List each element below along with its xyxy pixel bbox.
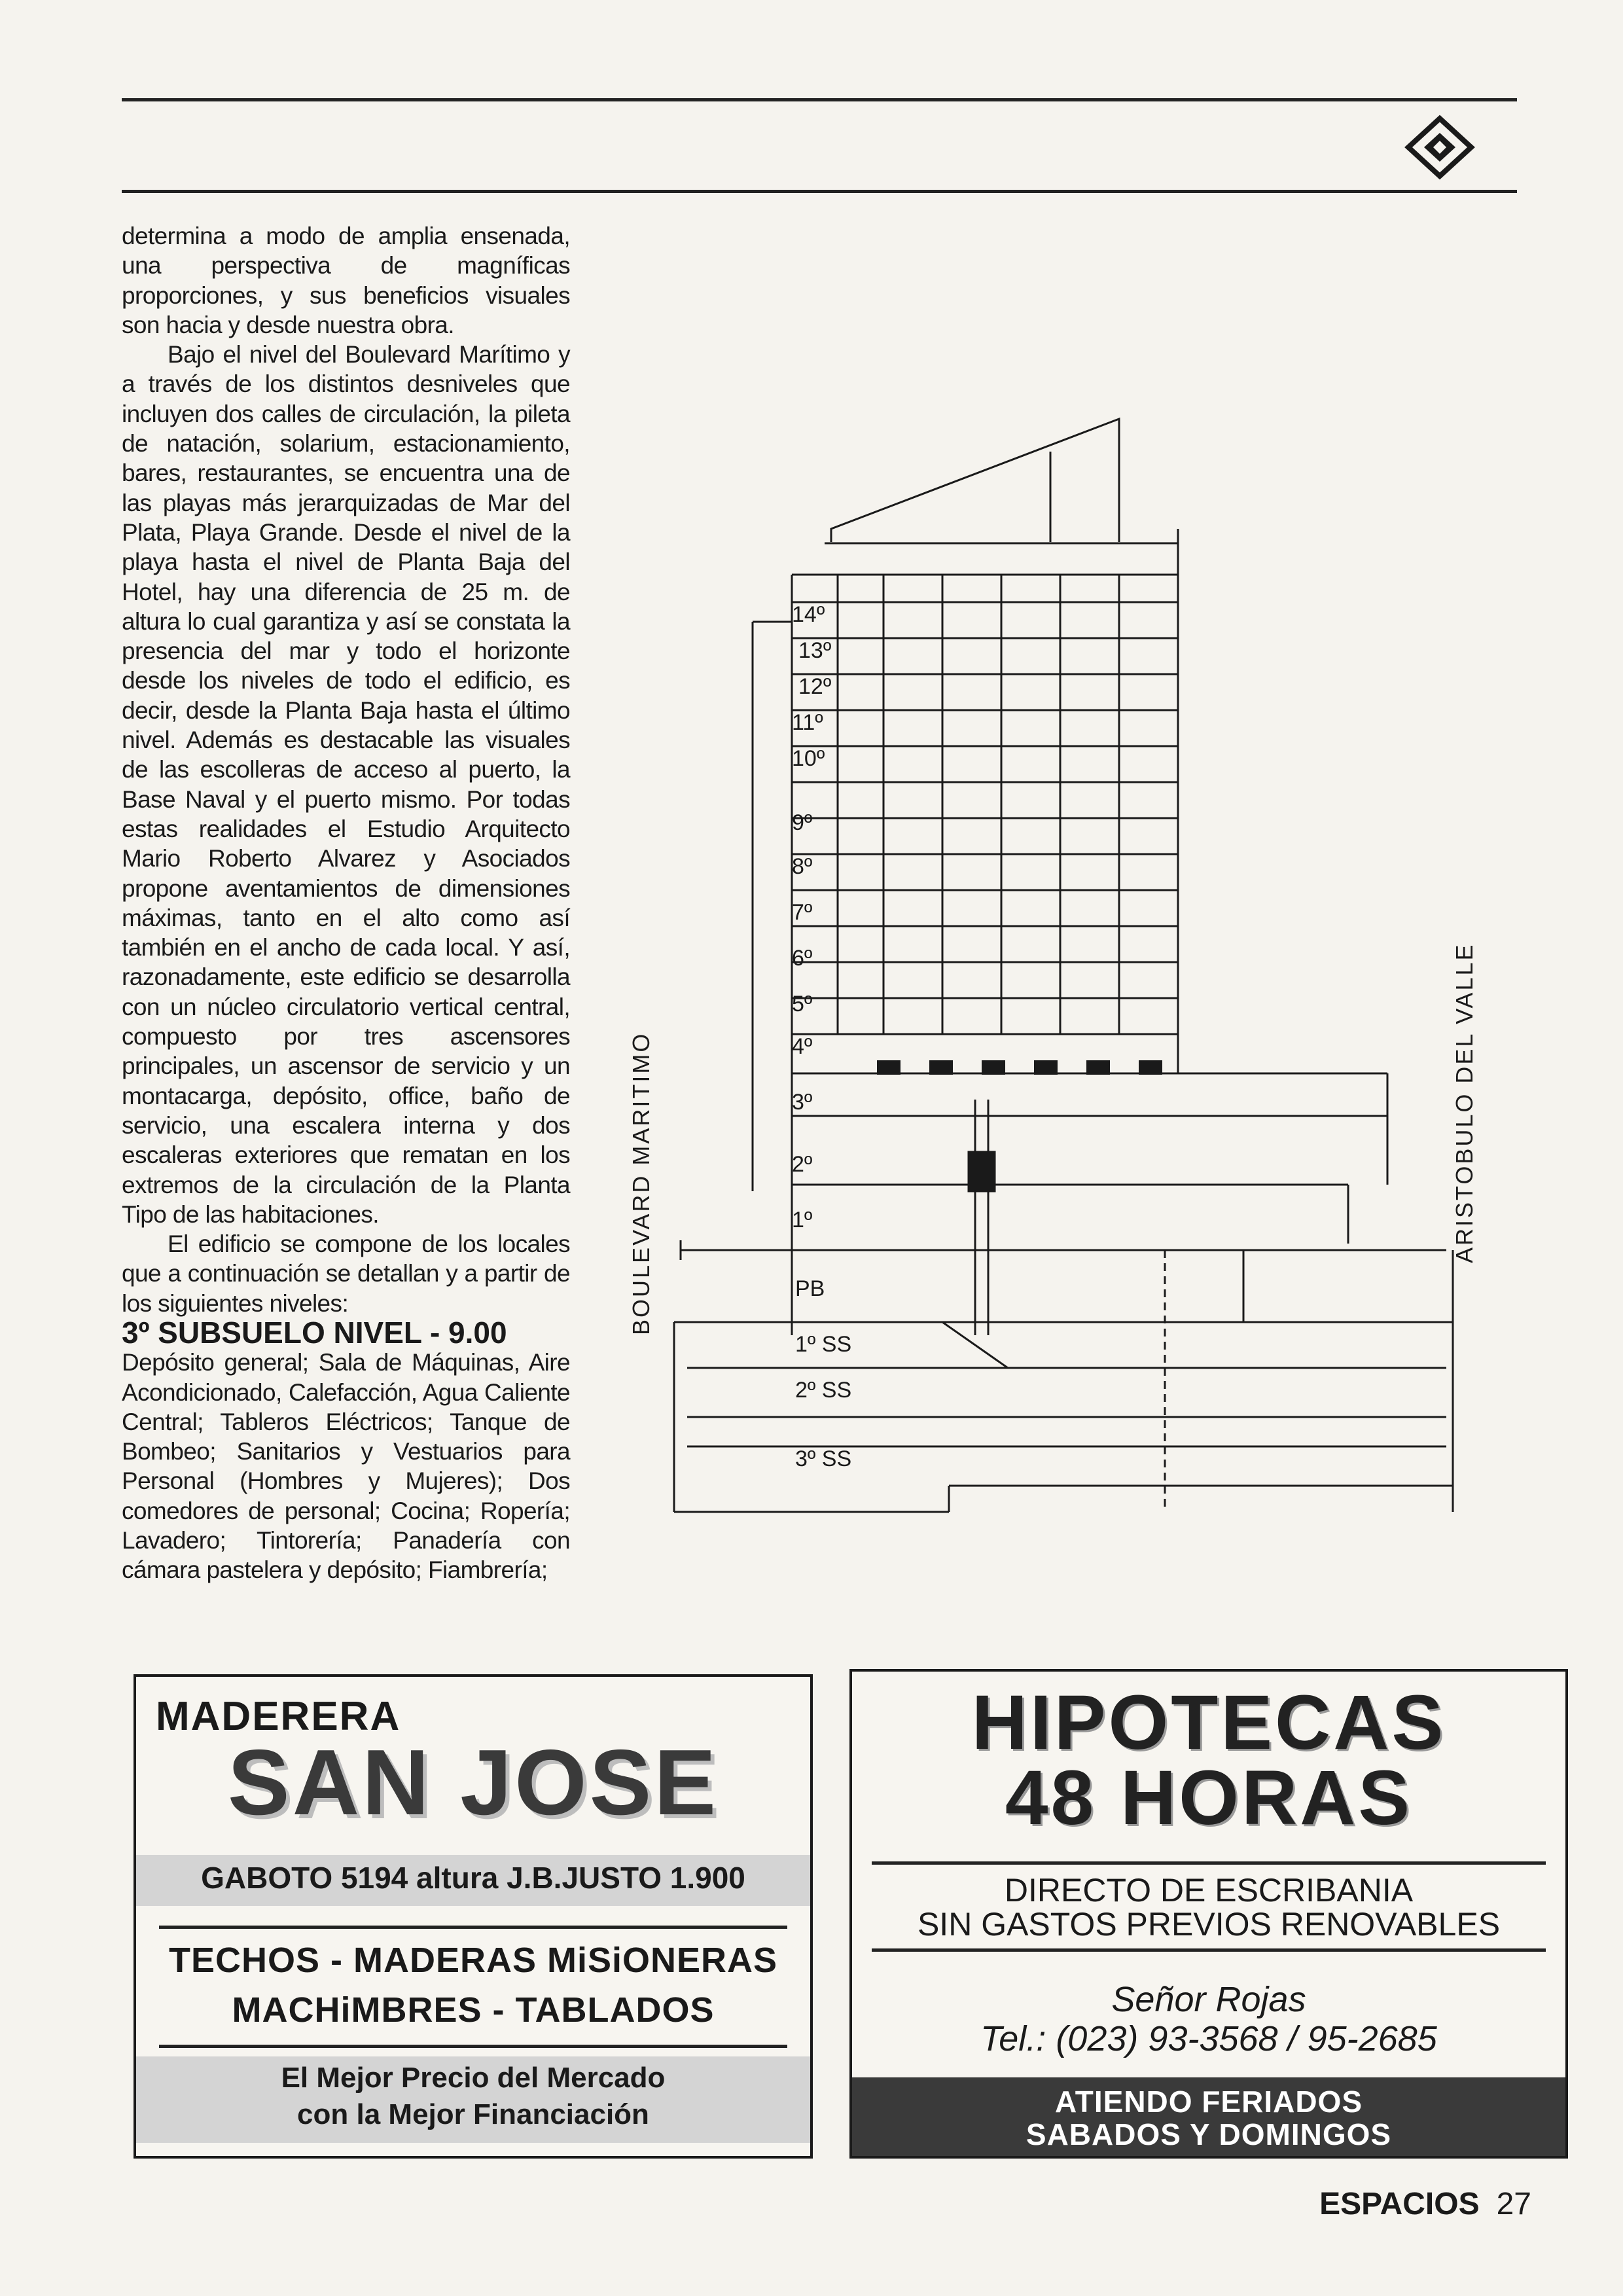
- article-paragraph: El edificio se compone de los locales que a continuación se detallan y a partir de los siguientes niveles:: [122, 1230, 570, 1317]
- section-paragraph: Depósito general; Sala de Máquinas, Aire Acondicionado, Calefacción, Agua Caliente Central; Tableros Eléctricos; Tanque de Bombeo; Sanitarios y Vestuarios para Personal (Hombres y Mujeres); Dos comedores de personal; Cocina; Ropería; Lavadero; Tintorería; Panadería con cámara pastelera y depósito; Fiambrería;: [122, 1349, 570, 1584]
- ad-brand: MADERERA: [156, 1694, 401, 1739]
- building-section-diagram: [576, 406, 1478, 1518]
- ad-headline: 48 HORAS: [1005, 1755, 1413, 1841]
- ad-band-text: ATIENDO FERIADOS: [1054, 2085, 1363, 2119]
- ad-contact-name: Señor Rojas: [1111, 1980, 1306, 2019]
- level-label: 5º: [792, 992, 813, 1016]
- article-paragraph: Bajo el nivel del Boulevard Marítimo y a través de los distintos desniveles que incluyen dos calles de circulación, la pileta de natación, solarium, estacionamiento, bares, restaurantes, se encuentra una de las playas más jerarquizadas de Mar del Plata, Playa Grande. Desde el nivel de la playa hasta el nivel de Planta Baja del Hotel, hay una diferencia de 25 m. de altura lo cual garantiza y así se constata la presencia del mar y todo el horizonte desde los niveles de todo el edificio, es decir, desde la Planta Baja hasta el último nivel. Además es destacable las visuales de las escolleras de acceso al puerto, la Base Naval y el puerto mismo. Por todas estas realidades el Estudio Arquitecto Mario Roberto Alvarez y Asociados propone aventamientos de dimensiones máximas, tanto en el alto como así también en el ancho de cada local. Y así, razonadamente, este edificio se desarrolla con un núcleo circulatorio vertical central, compuesto por tres ascensores principales, un ascensor de servicio y un montacarga, depósito, office, baño de servicio, una escalera interna y dos escaleras exteriores que rematan en los extremos de la circulación de la Planta Tipo de las habitaciones.: [122, 341, 570, 1228]
- level-label: 7º: [792, 900, 813, 925]
- level-label: 8º: [792, 854, 813, 879]
- header-rule-top: [122, 98, 1517, 101]
- level-label: 6º: [792, 946, 813, 971]
- ad-divider: [159, 2045, 787, 2048]
- level-label: 9º: [792, 810, 813, 835]
- ad-slogan: El Mejor Precio del Mercado: [281, 2062, 666, 2094]
- magazine-logo-icon: [1400, 115, 1479, 180]
- level-label: 2º: [792, 1152, 813, 1177]
- level-label: 14º: [792, 602, 825, 627]
- level-label: 10º: [792, 746, 825, 771]
- ad-name: SAN JOSE: [227, 1731, 719, 1835]
- page-footer: [1243, 2186, 1531, 2222]
- street-label-right: ARISTOBULO DEL VALLE: [1451, 942, 1478, 1263]
- level-label: PB: [795, 1276, 825, 1301]
- ad-divider: [872, 1948, 1546, 1952]
- ad-maderera-san-jose: [134, 1674, 813, 2159]
- ad-divider: [872, 1861, 1546, 1865]
- section-subheading: 3º SUBSUELO NIVEL - 9.00: [122, 1315, 507, 1350]
- ad-band-text: SABADOS Y DOMINGOS: [1026, 2117, 1392, 2151]
- level-label: 12º: [798, 674, 832, 699]
- ad-subheading: DIRECTO DE ESCRIBANIA: [1004, 1872, 1414, 1909]
- level-label: 3º SS: [795, 1446, 852, 1471]
- level-label: 4º: [792, 1034, 813, 1059]
- level-label: 2º SS: [795, 1378, 852, 1403]
- level-label: 1º: [792, 1208, 813, 1232]
- ad-address: GABOTO 5194 altura J.B.JUSTO 1.900: [201, 1861, 745, 1895]
- level-label: 3º: [792, 1090, 813, 1115]
- ad-headline: HIPOTECAS: [971, 1679, 1446, 1766]
- header-rule-bottom: [122, 190, 1517, 193]
- level-label: 11º: [792, 710, 823, 735]
- ad-products: TECHOS - MADERAS MiSiONERAS: [168, 1941, 778, 1980]
- ad-hipotecas: [849, 1669, 1568, 2159]
- ad-divider: [159, 1926, 787, 1929]
- level-label: 1º SS: [795, 1332, 852, 1357]
- article-paragraph: determina a modo de amplia ensenada, una perspectiva de magníficas proporciones, y sus beneficios visuales son hacia y desde nuestra obra.: [122, 223, 570, 338]
- ad-phone: Tel.: (023) 93-3568 / 95-2685: [980, 2019, 1437, 2058]
- page-number: 27: [1496, 2187, 1531, 2221]
- ad-subheading: SIN GASTOS PREVIOS RENOVABLES: [917, 1906, 1501, 1943]
- magazine-name: ESPACIOS: [1319, 2187, 1480, 2221]
- street-label-left: BOULEVARD MARITIMO: [628, 1031, 654, 1335]
- ad-slogan: con la Mejor Financiación: [297, 2098, 649, 2130]
- ad-products: MACHiMBRES - TABLADOS: [232, 1990, 715, 2030]
- article-column: [122, 221, 570, 1585]
- level-label: 13º: [798, 638, 832, 663]
